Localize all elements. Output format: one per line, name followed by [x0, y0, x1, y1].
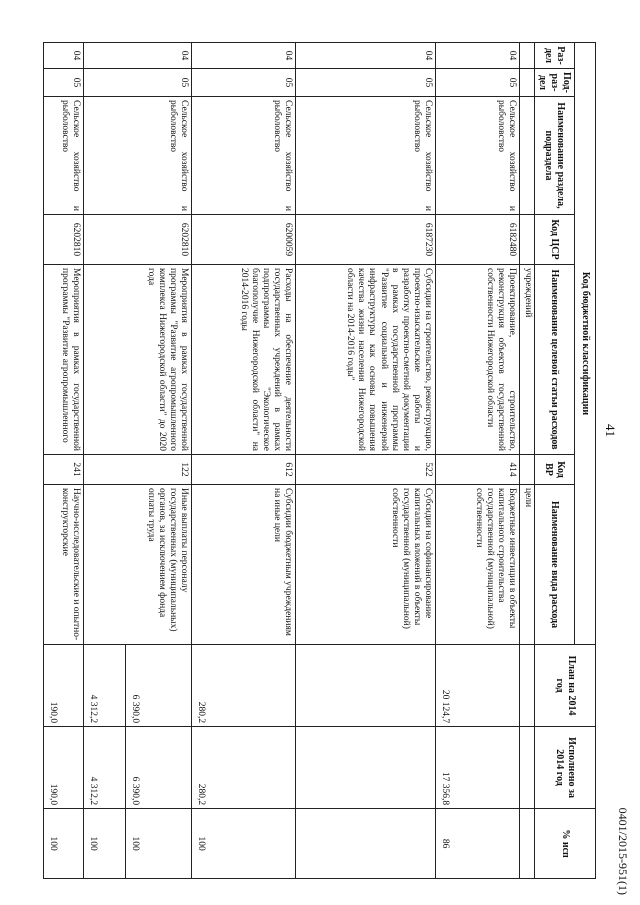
cell-name: Сельское хозяйство и рыболовство — [296, 97, 436, 215]
cell-csr: 6202810 — [44, 215, 84, 265]
cell-csr — [520, 215, 534, 265]
cell-podrazdel: 05 — [84, 69, 192, 97]
cell-pct — [296, 809, 436, 879]
cell-plan: 280,2 — [192, 645, 296, 727]
cell-exec: 4 312,2 — [84, 727, 126, 809]
cell-csr: 6182480 — [436, 215, 520, 265]
cell-pct: 100 — [84, 809, 126, 879]
cell-vr-name: цели — [520, 485, 534, 645]
cell-exec: 6 390,0 — [126, 727, 192, 809]
cell-plan: 4 312,2 — [84, 645, 126, 727]
cell-exec — [296, 727, 436, 809]
cell-podrazdel: 05 — [296, 69, 436, 97]
cell-razdel: 04 — [44, 43, 84, 69]
cell-razdel: 04 — [84, 43, 192, 69]
cell-vr: 241 — [44, 455, 84, 485]
table-row — [44, 43, 84, 879]
cell-name: Сельское хозяйство и рыболовство — [192, 97, 296, 215]
table-row — [520, 43, 534, 879]
header-plan: План на 2014 год — [534, 645, 595, 727]
cell-vr: 414 — [436, 455, 520, 485]
cell-vr: 122 — [84, 455, 192, 485]
header-csr: Код ЦСР — [534, 215, 574, 265]
cell-csr: 6200059 — [192, 215, 296, 265]
cell-pct: 100 — [192, 809, 296, 879]
cell-vr: 612 — [192, 455, 296, 485]
cell-csr-name: Мероприятия в рамках государственной программы "Развитие агропромышленного — [44, 265, 84, 455]
cell-csr: 6187230 — [296, 215, 436, 265]
cell-vr: 522 — [296, 455, 436, 485]
header-exec: Исполнено за 2014 год — [534, 727, 595, 809]
cell-csr-name: Расходы на обеспечение деятельности государственных учреждений в рамках подпрограммы "Экологическое благополучие Нижегородской области" на 2014-2016 годы — [192, 265, 296, 455]
header-vr-name: Наименование вида расхода — [534, 485, 574, 645]
cell-plan — [520, 645, 534, 727]
cell-csr-name: учреждений — [520, 265, 534, 455]
cell-vr-name: Субсидии бюджетным учреждениям на иные цели — [192, 485, 296, 645]
cell-razdel: 04 — [436, 43, 520, 69]
table-row — [436, 43, 520, 879]
cell-name: Сельское хозяйство и рыболовство — [44, 97, 84, 215]
cell-pct: 100 — [126, 809, 192, 879]
cell-pct — [520, 809, 534, 879]
cell-plan: 20 124,7 — [436, 645, 520, 727]
cell-exec — [520, 727, 534, 809]
cell-razdel: 04 — [296, 43, 436, 69]
header-podrazdel: Под-раз-дел — [534, 69, 574, 97]
budget-table — [43, 42, 596, 879]
cell-plan — [296, 645, 436, 727]
cell-name: Сельское хозяйство и рыболовство — [436, 97, 520, 215]
cell-csr-name: Проектирование, строительство, реконструкция объектов государственной собственности Нижегородской области — [436, 265, 520, 455]
cell-csr: 6202810 — [84, 215, 192, 265]
cell-csr-name: Субсидии на строительство, реконструкцию, проектно-изыскательские работы и разработку проектно-сметной документации в рамках государственной программы "Развитие социальной и инженерной инфраструктуры как основы повышения качества жизни населения Нижегородской области на 2014-2016 годы" — [296, 265, 436, 455]
header-razdel: Раз-дел — [534, 43, 574, 69]
header-vr: Код ВР — [534, 455, 574, 485]
cell-vr — [520, 455, 534, 485]
cell-name: Сельское хозяйство и рыболовство — [84, 97, 192, 215]
cell-plan: 190,0 — [44, 645, 84, 727]
cell-plan: 6 390,0 — [126, 645, 192, 727]
cell-exec: 280,2 — [192, 727, 296, 809]
document-id: 0401/2015-951(1) — [616, 807, 630, 895]
cell-pct: 86 — [436, 809, 520, 879]
header-pct: % исп — [534, 809, 595, 879]
cell-vr-name: Научно-исследовательские и опытно-конструкторские — [44, 485, 84, 645]
page-number: 41 — [603, 424, 618, 437]
cell-csr-name: Мероприятия в рамках государственной программы "Развитие агропромышленного комплекса Нижегородской области" до 2020 года — [84, 265, 192, 455]
cell-razdel — [520, 43, 534, 69]
header-csr-name: Наименование целевой статьи расходов — [534, 265, 574, 455]
cell-name — [520, 97, 534, 215]
cell-vr-name: Бюджетные инвестиции в объекты капитального строительства государственной (муниципальной) собственности — [436, 485, 520, 645]
header-podrazdel-name: Наименование раздела, подраздела — [534, 97, 574, 215]
table-row — [126, 43, 192, 879]
cell-exec: 17 356,8 — [436, 727, 520, 809]
cell-vr-name: Иные выплаты персоналу государственных (муниципальных) органов, за исключением фонда оплаты труда — [84, 485, 192, 645]
cell-razdel: 04 — [192, 43, 296, 69]
cell-podrazdel: 05 — [44, 69, 84, 97]
table-row — [296, 43, 436, 879]
header-group: Код бюджетной классификации — [575, 43, 596, 645]
cell-podrazdel: 05 — [192, 69, 296, 97]
cell-podrazdel: 05 — [436, 69, 520, 97]
table-row — [192, 43, 296, 879]
cell-vr-name: Субсидии на софинансирование капитальных вложений в объекты государственной (муниципальной) собственности — [296, 485, 436, 645]
cell-podrazdel — [520, 69, 534, 97]
cell-pct: 100 — [44, 809, 84, 879]
cell-exec: 190,0 — [44, 727, 84, 809]
